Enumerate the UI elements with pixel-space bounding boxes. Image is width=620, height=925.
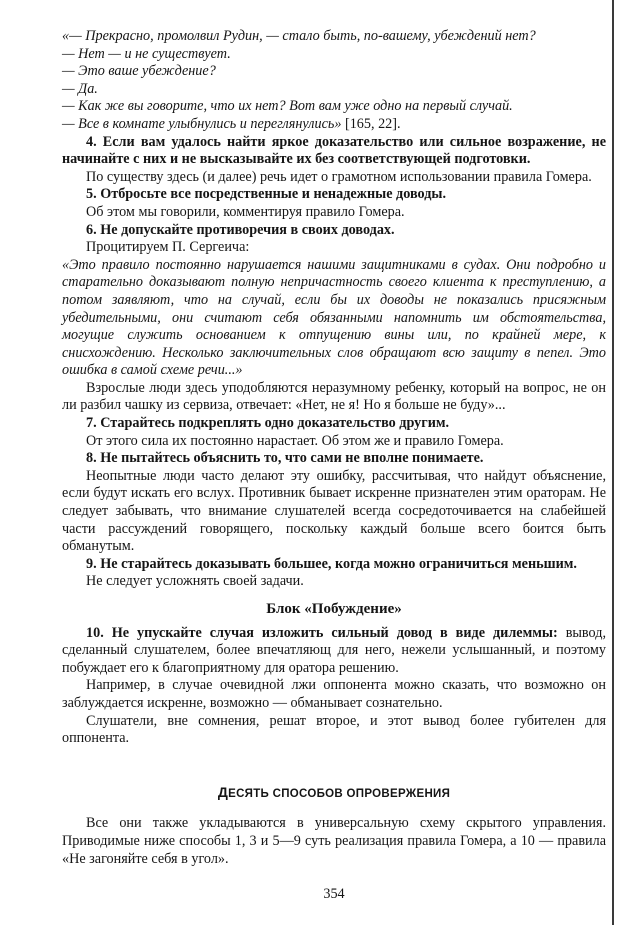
rule-4-heading: 4. Если вам удалось найти яркое доказательство или сильное возражение, не начинайте с них и не высказывайте их без соответствующей подготовки. — [62, 133, 606, 168]
rule-7-heading: 7. Старайтесь подкреплять одно доказательство другим. — [86, 415, 450, 432]
rule-10-paragraph — [62, 625, 606, 678]
rule-8-heading: 8. Не пытайтесь объяснить то, что сами не вполне понимаете. — [86, 450, 484, 467]
rule-6-text: Взрослые люди здесь уподобляются неразумному ребенку, который на вопрос, не он ли разбил чашку из сервиза, отвечает: «Нет, не я! Но я больше не буду»... — [62, 379, 606, 414]
rule-9-heading: 9. Не старайтесь доказывать большее, когда можно ограничиться меньшим. — [86, 555, 577, 572]
page-body — [62, 28, 606, 904]
section-title-rest: ЕСЯТЬ СПОСОБОВ ОПРОВЕРЖЕНИЯ — [228, 787, 451, 800]
rule-6-heading: 6. Не допускайте противоречия в своих доводах. — [86, 221, 395, 238]
section-text: Все они также укладываются в универсальную схему скрытого управления. Приводимые ниже способы 1, 3 и 5—9 суть реализация правила Гомера, а 10 — правила «Не загоняйте себя в угол». — [62, 815, 606, 867]
rule-5-text: Об этом мы говорили, комментируя правило Гомера. — [86, 203, 405, 220]
rule-10-conclusion: Слушатели, вне сомнения, решат второе, и этот вывод более губителен для оппонента. — [62, 712, 606, 747]
rule-10-text: вывод, сделанный слушателем, более впечатляющ для него, нежели услышанный, и поэтому побуждает его к благоприятному для оратора решению. — [62, 624, 606, 676]
dialogue-line: — Как же вы говорите, что их нет? Вот вам уже одно на первый случай. — [62, 98, 513, 115]
rule-4-text: По существу здесь (и далее) речь идет о грамотном использовании правила Гомера. — [86, 168, 592, 185]
rule-5-heading: 5. Отбросьте все посредственные и ненадежные доводы. — [86, 186, 447, 203]
dialogue-line: — Нет — и не существует. — [62, 45, 231, 62]
section-title — [62, 784, 606, 804]
dialogue-last-text: — Все в комнате улыбнулись и переглянулись» — [62, 115, 342, 132]
rule-6-quote: «Это правило постоянно нарушается нашими защитниками в судах. Они подробно и старательно доказывают полную непричастность своего клиента к преступлению, а потом заявляют, что на случай, если бы их доводы не показались присяжным убедительными, они считают себя обязанными напомнить им обстоятельства, могущие служить основанием к отпущению вины или, по крайней мере, к снисхождению. Несколько заключительных слов обращают всю защиту в пепел. Это ошибка в самой схеме речи...» — [62, 256, 606, 379]
page-number: 354 — [323, 886, 345, 903]
rule-9-text: Не следует усложнять своей задачи. — [86, 573, 304, 590]
block-title: Блок «Побуждение» — [266, 601, 402, 617]
rule-8-text: Неопытные люди часто делают эту ошибку, рассчитывая, что найдут объяснение, если будут искать его вслух. Противник бывает искренне признателен этим ораторам. Не следует забывать, что внимание слушателей всегда сосредоточивается на слабейшей части рассуждений говорящего, поскольку каждый больше всего боится быть обманутым. — [62, 467, 606, 555]
rule-10-heading: 10. Не упускайте случая изложить сильный довод в виде дилеммы: — [86, 624, 558, 641]
section-title-cap: Д — [217, 783, 229, 800]
rule-6-intro: Процитируем П. Сергеича: — [86, 239, 250, 256]
dialogue-line: — Это ваше убеждение? — [62, 63, 216, 80]
dialogue-citation: [165, 22]. — [341, 115, 401, 132]
dialogue-line: — Да. — [62, 80, 98, 97]
rule-7-text: От этого сила их постоянно нарастает. Об этом же и правило Гомера. — [86, 432, 504, 449]
dialogue-line: «— Прекрасно, промолвил Рудин, — стало быть, по-вашему, убеждений нет? — [62, 28, 536, 44]
dialogue-line-last — [62, 116, 606, 134]
page-edge-line — [612, 0, 614, 925]
rule-10-example: Например, в случае очевидной лжи оппонента можно сказать, что возможно он заблуждается искренне, возможно — обманывает сознательно. — [62, 677, 606, 711]
